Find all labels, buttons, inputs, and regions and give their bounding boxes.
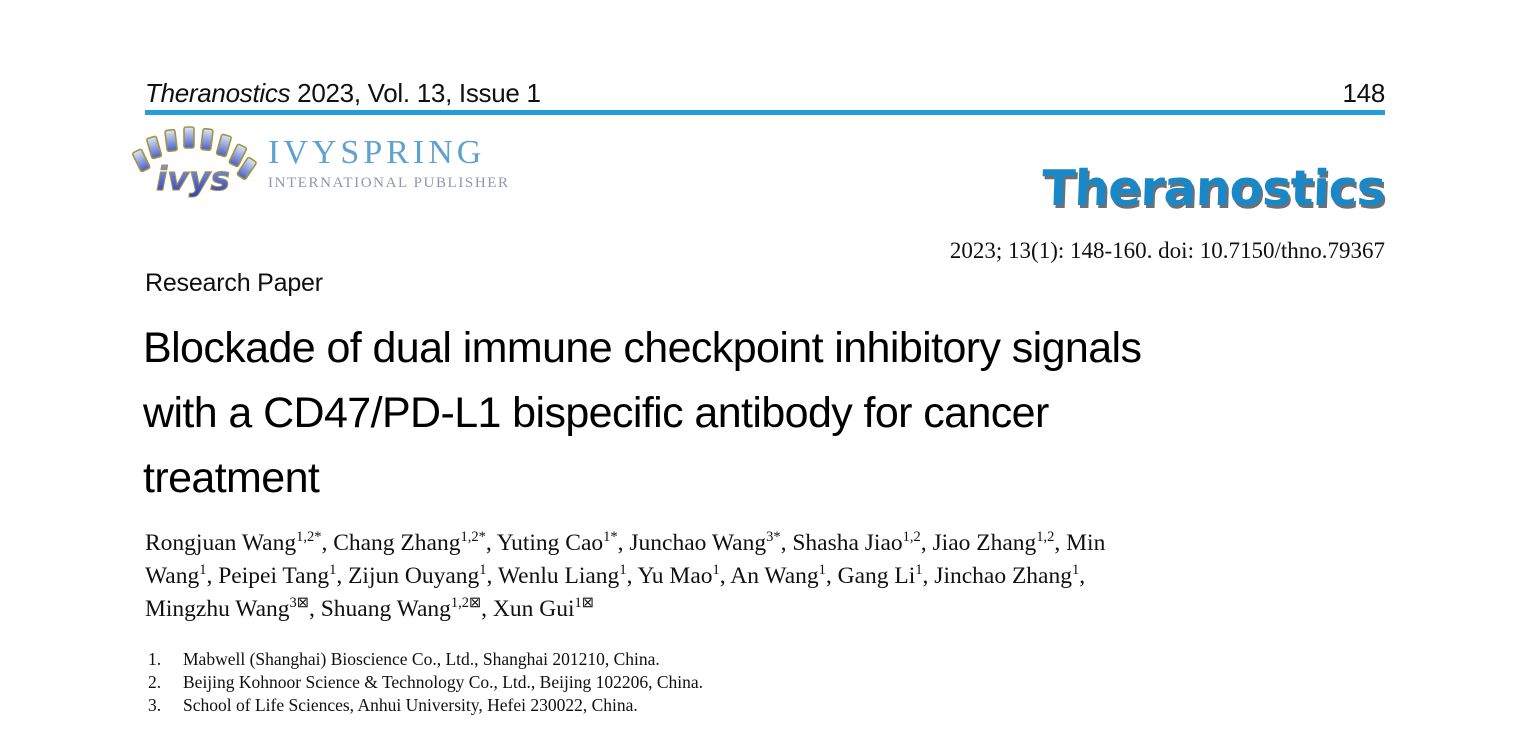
author-affiliation-superscript: 1,2 bbox=[902, 529, 921, 546]
journal-volume-line bbox=[145, 78, 541, 109]
author-affiliation-superscript: 1 bbox=[619, 562, 627, 579]
title-line-3: treatment bbox=[143, 454, 320, 502]
author-affiliation-superscript: 1 bbox=[818, 562, 826, 579]
author-line: Mingzhu Wang$^{3⊠}$, Shuang Wang$^{1,2⊠}$, Xun Gui$^{1⊠}$ bbox=[145, 595, 594, 622]
page-number: 148 bbox=[1342, 78, 1385, 108]
affiliation-item bbox=[148, 671, 1248, 694]
article-type-label: Research Paper bbox=[145, 269, 323, 297]
author-affiliation-superscript: 1,2⊠ bbox=[450, 595, 482, 612]
author-affiliation-superscript: 1 bbox=[329, 562, 337, 579]
ivyspring-text bbox=[268, 126, 510, 192]
journal-volume-info: 2023, Vol. 13, Issue 1 bbox=[290, 78, 541, 108]
journal-name: Theranostics bbox=[145, 78, 291, 108]
title-line-1: Blockade of dual immune checkpoint inhibitory signals bbox=[143, 324, 1142, 372]
author-affiliation-superscript: 1,2* bbox=[296, 529, 322, 546]
author-affiliation-superscript: 1 bbox=[1072, 562, 1080, 579]
header-rule bbox=[145, 110, 1385, 115]
affiliation-text: Mabwell (Shanghai) Bioscience Co., Ltd., Shanghai 201210, China. bbox=[183, 649, 660, 669]
author-affiliation-superscript: 1 bbox=[915, 562, 923, 579]
author-affiliation-superscript: 1⊠ bbox=[574, 595, 594, 612]
author-affiliation-superscript: 1,2 bbox=[1036, 529, 1055, 546]
ivyspring-subtitle: INTERNATIONAL PUBLISHER bbox=[268, 175, 510, 191]
author-affiliation-superscript: 1* bbox=[603, 529, 618, 546]
article-title bbox=[143, 316, 1443, 511]
ivyspring-monogram: ivys bbox=[156, 159, 230, 198]
affiliation-number: 3. bbox=[148, 695, 162, 715]
author-affiliation-superscript: 3⊠ bbox=[289, 595, 309, 612]
author-affiliation-superscript: 3* bbox=[766, 529, 781, 546]
author-affiliation-superscript: 1 bbox=[199, 562, 207, 579]
affiliation-item bbox=[148, 648, 1248, 671]
ivyspring-ring-icon bbox=[132, 126, 262, 200]
authors-block bbox=[145, 527, 1395, 626]
affiliation-text: School of Life Sciences, Anhui University, Hefei 230022, China. bbox=[183, 695, 638, 715]
author-affiliation-superscript: 1 bbox=[712, 562, 720, 579]
citation-line: 2023; 13(1): 148-160. doi: 10.7150/thno.79367 bbox=[949, 238, 1385, 263]
title-line-2: with a CD47/PD-L1 bispecific antibody for cancer bbox=[143, 389, 1049, 437]
running-head bbox=[145, 78, 1385, 109]
ivyspring-name: IVYSPRING bbox=[268, 134, 486, 171]
author-affiliation-superscript: 1 bbox=[479, 562, 487, 579]
ivyspring-logo bbox=[132, 126, 510, 200]
affiliation-text: Beijing Kohnoor Science & Technology Co., Ltd., Beijing 102206, China. bbox=[183, 672, 703, 692]
affiliations-list bbox=[148, 648, 1248, 717]
affiliation-item bbox=[148, 694, 1248, 717]
affiliation-number: 1. bbox=[148, 649, 162, 669]
affiliation-number: 2. bbox=[148, 672, 162, 692]
author-line: Rongjuan Wang$^{1,2*}$, Chang Zhang$^{1,2*}$, Yuting Cao$^{1*}$, Junchao Wang$^{3*}$, Shasha Jiao$^{1,2}$, Jiao Zhang$^{1,2}$, Min bbox=[145, 529, 1106, 556]
author-affiliation-superscript: 1,2* bbox=[460, 529, 486, 546]
theranostics-wordmark: Theranostics bbox=[1041, 160, 1386, 217]
author-line: Wang$^1$, Peipei Tang$^1$, Zijun Ouyang$^1$, Wenlu Liang$^1$, Yu Mao$^1$, An Wang$^1$, Gang Li$^1$, Jinchao Zhang$^1$, bbox=[145, 562, 1086, 589]
